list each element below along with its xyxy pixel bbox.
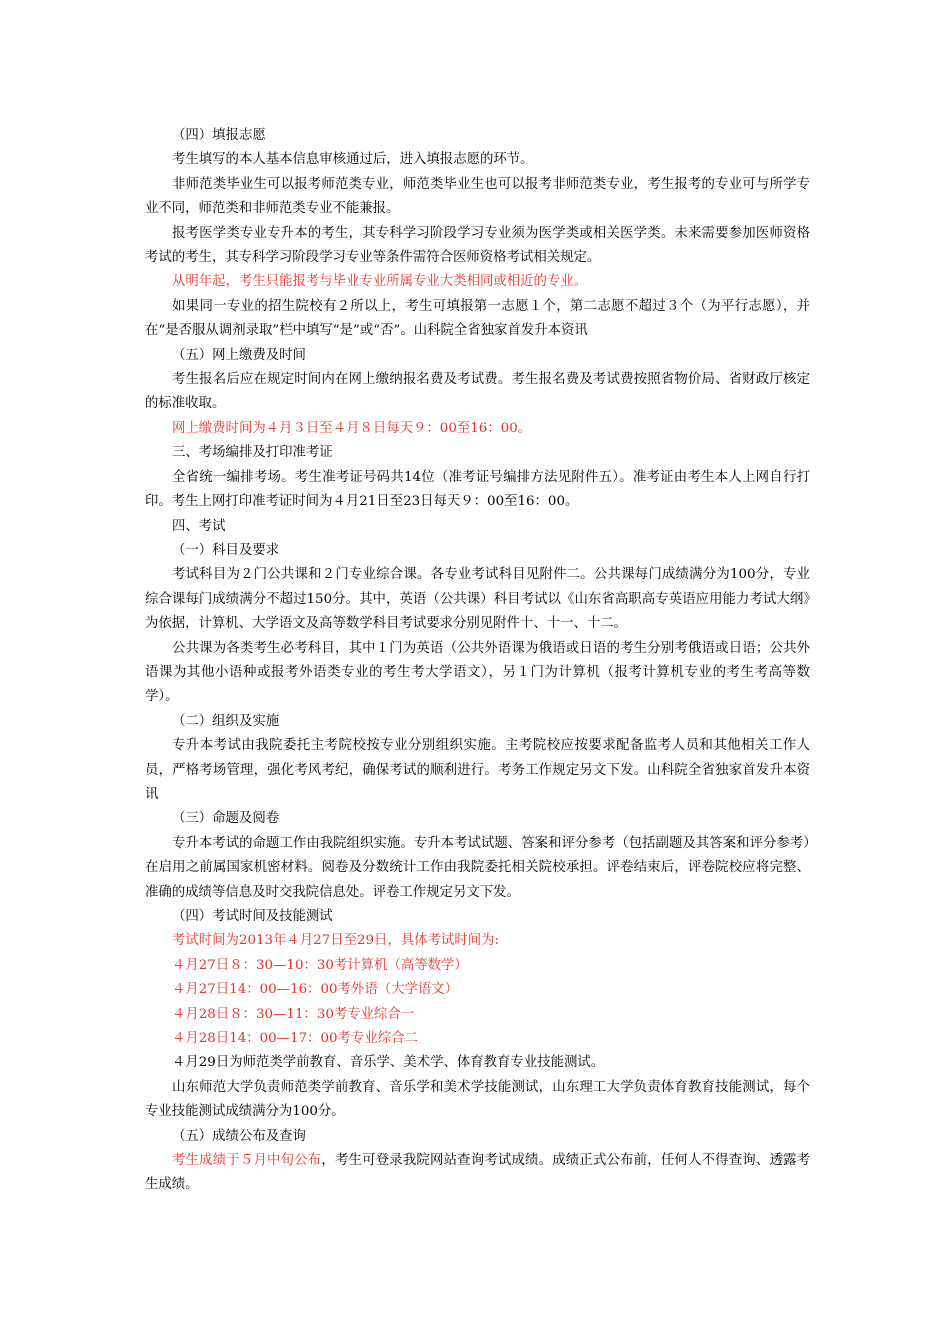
- paragraph-public-courses: 公共课为各类考生必考科目，其中１门为英语（公共外语课为俄语或日语的考生分别考俄语或日语；公共外语课为其他小语种或报考外语类专业的考生考大学语文），另１门为计算机（报考计算机专业的考生考高等数学）。: [145, 640, 810, 705]
- paragraph-payment-rules: 考生报名后应在规定时间内在网上缴纳报名费及考试费。考生报名费及考试费按照省物价局、省财政厅核定的标准收取。: [145, 372, 810, 412]
- schedule-item: ４月27日８：30—10：30考计算机（高等数学）: [172, 957, 468, 973]
- paragraph-medical-rules: 报考医学类专业专升本的考生，其专科学习阶段学习专业须为医学类或相关医学类。未来需要参加医师资格考试的考生，其专科学习阶段学习专业等条件需符合医师资格考试相关规定。: [145, 225, 810, 266]
- paragraph-marking: 专升本考试的命题工作由我院组织实施。专升本考试试题、答案和评分参考（包括副题及其答案和评分参考）在启用之前属国家机密材料。阅卷及分数统计工作由我院委托相关院校承担。评卷结束后，评卷院校应将完整、准确的成绩等信息及时交我院信息处。评卷工作规定另文下发。: [145, 835, 810, 900]
- paragraph-next-year-notice: 从明年起，考生只能报考与毕业专业所属专业大类相同或相近的专业。: [172, 274, 588, 290]
- paragraph-normal-school-rules: 非师范类毕业生可以报考师范类专业，师范类毕业生也可以报考非师范类专业，考生报考的专业可与所学专业不同，师范类和非师范类专业不能兼报。: [145, 176, 810, 217]
- section-heading-online-payment: （五）网上缴费及时间: [172, 347, 306, 363]
- section-heading-marking: （三）命题及阅卷: [172, 811, 280, 827]
- paragraph-skill-test-schools: 山东师范大学负责师范类学前教育、音乐学和美术学技能测试，山东理工大学负责体育教育技能测试，每个专业技能测试成绩满分为100分。: [145, 1079, 810, 1120]
- paragraph-subjects-scores: 考试科目为２门公共课和２门专业综合课。各专业考试科目见附件二。公共课每门成绩满分为100分，专业综合课每门成绩满分不超过150分。其中，英语（公共课）科目考试以《山东省高职高专英语应用能力考试大纲》为依据，计算机、大学语文及高等数学科目考试要求分别见附件十、十一、十二。: [145, 567, 810, 632]
- paragraph-organization: 专升本考试由我院委托主考院校按专业分别组织实施。主考院校应按要求配备监考人员和其他相关工作人员，严格考场管理，强化考风考纪，确保考试的顺利进行。考务工作规定另文下发。山科院全省独家首发升本资讯: [145, 738, 810, 802]
- results-date-highlight: 考生成绩于５月中旬公布: [172, 1153, 322, 1169]
- section-heading-exam-time: （四）考试时间及技能测试: [172, 909, 333, 924]
- paragraph-payment-time: 网上缴费时间为４月３日至４月８日每天９：00至16：00。: [172, 420, 532, 436]
- section-heading-subjects: （一）科目及要求: [172, 542, 280, 558]
- section-heading-organization: （二）组织及实施: [172, 713, 280, 729]
- section-heading-exam-arrangement: 三、考场编排及打印准考证: [172, 445, 333, 461]
- schedule-item: ４月28日14：00—17：00考专业综合二: [172, 1031, 418, 1047]
- paragraph-results: [145, 1149, 810, 1198]
- section-heading-fill-preferences: （四）填报志愿: [172, 128, 266, 143]
- schedule-item: ４月27日14：00—16：00考外语（大学语文）: [172, 982, 459, 998]
- schedule-item: ４月28日８：30—11：30考专业综合一: [172, 1006, 415, 1022]
- paragraph-volunteer-count: 如果同一专业的招生院校有２所以上，考生可填报第一志愿１个，第二志愿不超过３个（为平行志愿），并在“是否服从调剂录取”栏中填写“是”或“否”。山科院全省独家首发升本资讯: [145, 298, 810, 339]
- paragraph-exam-dates: 考试时间为2013年４月27日至29日，具体考试时间为:: [172, 933, 500, 949]
- section-heading-results: （五）成绩公布及查询: [172, 1128, 306, 1144]
- paragraph-info-review: 考生填写的本人基本信息审核通过后，进入填报志愿的环节。: [172, 152, 534, 168]
- section-heading-exam: 四、考试: [172, 518, 226, 534]
- paragraph-admission-ticket: 全省统一编排考场。考生准考证号码共14位（准考证号编排方法见附件五）。准考证由考生本人上网自行打印。考生上网打印准考证时间为４月21日至23日每天９：00至16：00。: [145, 469, 810, 510]
- paragraph-skill-test-date: ４月29日为师范类学前教育、音乐学、美术学、体育教育专业技能测试。: [172, 1055, 605, 1071]
- results-rules: ，考生可登录我院网站查询考试成绩。成绩正式公布前，任何人不得查询、透露考生成绩。: [145, 1153, 811, 1193]
- document-page: [145, 124, 810, 1198]
